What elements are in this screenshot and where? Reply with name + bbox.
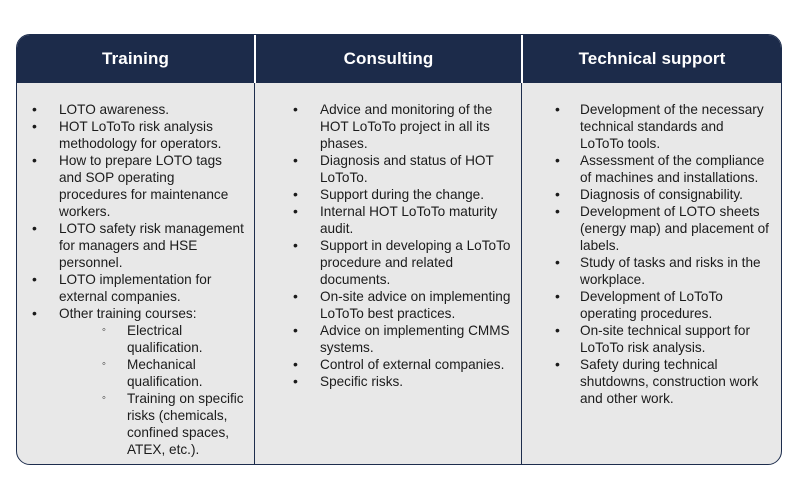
consulting-list: [255, 101, 511, 390]
list-item: • Diagnosis of consignability.: [522, 186, 771, 203]
sub-list: [59, 322, 244, 458]
list-item: • Support in developing a LoToTo procedure and related documents.: [255, 237, 511, 288]
list-item: • LOTO awareness.: [17, 101, 244, 118]
list-item: • Advice and monitoring of the HOT LoToTo project in all its phases.: [255, 101, 511, 152]
technical-support-list: [522, 101, 771, 407]
list-item: • LOTO implementation for external companies.: [17, 271, 244, 305]
list-item: • On-site technical support for LoToTo risk analysis.: [522, 322, 771, 356]
training-cell: [17, 83, 254, 464]
sub-list-item: ◦ Mechanical qualification.: [59, 356, 244, 390]
list-item: • Study of tasks and risks in the workplace.: [522, 254, 771, 288]
header-technical-support: Technical support: [521, 35, 781, 83]
list-item: • Specific risks.: [255, 373, 511, 390]
list-item: • Development of LoToTo operating procedures.: [522, 288, 771, 322]
list-item: • Internal HOT LoToTo maturity audit.: [255, 203, 511, 237]
training-list: [17, 101, 244, 458]
list-item: • Support during the change.: [255, 186, 511, 203]
list-item: [17, 305, 244, 458]
list-item: • LOTO safety risk management for managers and HSE personnel.: [17, 220, 244, 271]
list-item-label: Other training courses:: [59, 306, 197, 321]
sub-list-item: ◦ Electrical qualification.: [59, 322, 244, 356]
list-item: • Advice on implementing CMMS systems.: [255, 322, 511, 356]
list-item: • Development of the necessary technical standards and LoToTo tools.: [522, 101, 771, 152]
sub-list-item: ◦ Training on specific risks (chemicals, confined spaces, ATEX, etc.).: [59, 390, 244, 458]
header-consulting: Consulting: [254, 35, 521, 83]
list-item: • Safety during technical shutdowns, construction work and other work.: [522, 356, 771, 407]
list-item: • Assessment of the compliance of machines and installations.: [522, 152, 771, 186]
list-item: • On-site advice on implementing LoToTo best practices.: [255, 288, 511, 322]
header-training: Training: [17, 35, 254, 83]
technical-support-cell: [521, 83, 781, 464]
list-item: • Development of LOTO sheets (energy map) and placement of labels.: [522, 203, 771, 254]
list-item: • Diagnosis and status of HOT LoToTo.: [255, 152, 511, 186]
list-item: • Control of external companies.: [255, 356, 511, 373]
list-item: • How to prepare LOTO tags and SOP operating procedures for maintenance workers.: [17, 152, 244, 220]
consulting-cell: [254, 83, 521, 464]
list-item: • HOT LoToTo risk analysis methodology for operators.: [17, 118, 244, 152]
services-table: [16, 34, 782, 465]
